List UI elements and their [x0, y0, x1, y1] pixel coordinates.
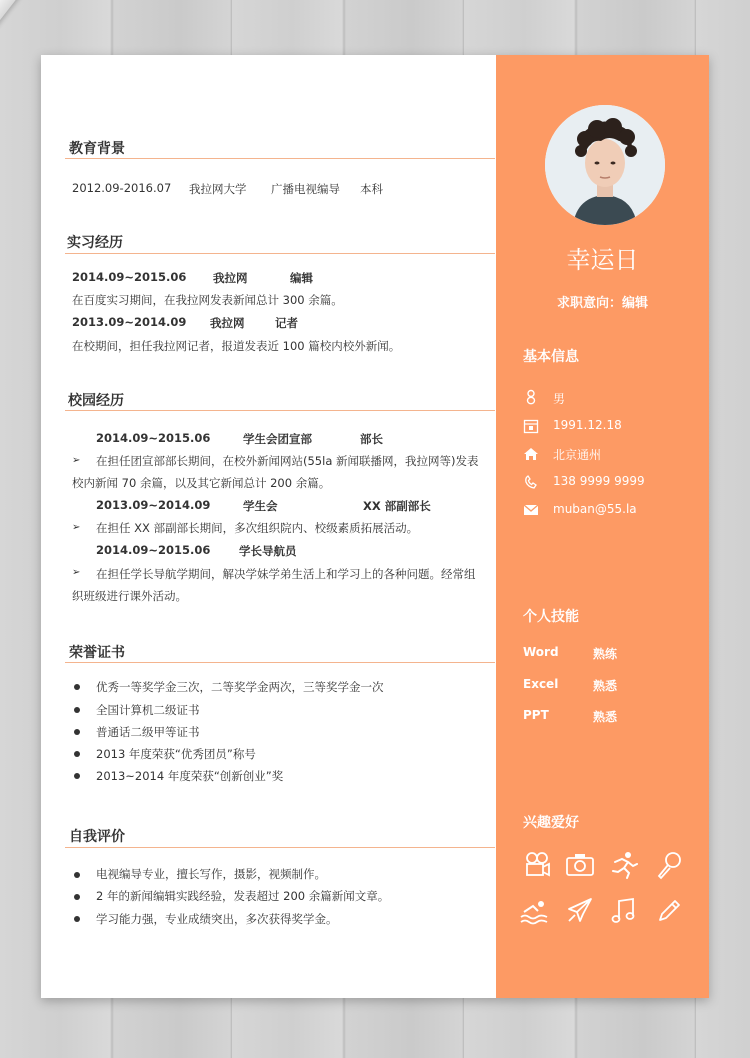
honors-title: 荣誉证书 — [69, 645, 125, 661]
education-degree: 本科 — [360, 182, 383, 196]
education-major: 广播电视编导 — [271, 182, 340, 196]
internship-title: 实习经历 — [67, 235, 123, 251]
section-divider — [65, 158, 495, 159]
self-eval-title: 自我评价 — [69, 829, 125, 845]
self-eval-item: 学习能力强，专业成绩突出，多次获得奖学金。 — [96, 912, 338, 926]
skill-level: 熟练 — [593, 647, 618, 661]
internship-desc: 在校期间，担任我拉网记者，报道发表近 100 篇校内校外新闻。 — [72, 339, 401, 353]
honor-item: 2013 年度荣获“优秀团员”称号 — [96, 747, 256, 761]
internship-org: 我拉网 — [210, 316, 245, 330]
section-divider — [65, 662, 495, 663]
internship-desc: 在百度实习期间，在我拉网发表新闻总计 300 余篇。 — [72, 293, 343, 307]
bullet-dot-icon — [74, 729, 80, 735]
internship-role: 编辑 — [290, 271, 313, 285]
section-divider — [65, 847, 495, 848]
gender-value: 男 — [553, 392, 566, 406]
campus-org: 学长导航员 — [239, 544, 297, 558]
camera-film-icon — [522, 850, 552, 880]
campus-desc: 在担任学长导航学期间，解决学妹学弟生活上和学习上的各种问题。经常组 — [96, 567, 476, 581]
campus-org: 学生会 — [243, 499, 278, 513]
basic-info-title: 基本信息 — [523, 349, 579, 365]
campus-org: 学生会团宣部 — [243, 432, 312, 446]
arrow-bullet-icon: ➢ — [72, 455, 81, 466]
home-icon — [523, 446, 539, 462]
bullet-dot-icon — [74, 751, 80, 757]
campus-period: 2014.09~2015.06 — [96, 431, 211, 445]
person-icon — [523, 389, 539, 405]
calendar-icon — [523, 418, 539, 434]
campus-period: 2014.09~2015.06 — [96, 543, 211, 557]
section-divider — [65, 410, 495, 411]
section-divider — [65, 253, 495, 254]
bullet-dot-icon — [74, 773, 80, 779]
skill-name: Word — [523, 645, 559, 659]
campus-role: XX 部副部长 — [363, 499, 431, 513]
running-icon — [609, 850, 639, 880]
skills-title: 个人技能 — [523, 609, 579, 625]
internship-period: 2014.09~2015.06 — [72, 270, 187, 284]
internship-org: 我拉网 — [213, 271, 248, 285]
honor-item: 优秀一等奖学金三次，二等奖学金两次，三等奖学金一次 — [96, 680, 384, 694]
self-eval-item: 电视编导专业，擅长写作，摄影，视频制作。 — [96, 867, 326, 881]
campus-period: 2013.09~2014.09 — [96, 498, 211, 512]
education-title: 教育背景 — [69, 141, 125, 157]
microphone-icon — [654, 850, 684, 880]
campus-role: 部长 — [360, 432, 383, 446]
skill-name: Excel — [523, 677, 559, 691]
self-eval-item: 2 年的新闻编辑实践经验，发表超过 200 余篇新闻文章。 — [96, 889, 390, 903]
bullet-dot-icon — [74, 916, 80, 922]
honor-item: 全国计算机二级证书 — [96, 703, 200, 717]
campus-desc-cont: 校内新闻 70 余篇，以及其它新闻总计 200 余篇。 — [72, 476, 331, 490]
swimming-icon — [519, 896, 549, 926]
skill-level: 熟悉 — [593, 710, 618, 724]
mail-icon — [523, 502, 539, 518]
education-period: 2012.09-2016.07 — [72, 181, 172, 195]
bullet-dot-icon — [74, 872, 80, 878]
camera-icon — [565, 850, 595, 880]
airplane-icon — [565, 896, 595, 926]
campus-title: 校园经历 — [68, 393, 124, 409]
hobbies-title: 兴趣爱好 — [523, 815, 579, 831]
job-intent: 求职意向：编辑 — [556, 296, 648, 311]
birth-value: 1991.12.18 — [553, 418, 622, 432]
location-value: 北京通州 — [553, 448, 602, 462]
campus-desc: 在担任团宣部部长期间，在校外新闻网站(55la 新闻联播网，我拉网等)发表 — [96, 454, 479, 468]
internship-role: 记者 — [275, 316, 298, 330]
campus-desc: 在担任 XX 部副部长期间，多次组织院内、校级素质拓展活动。 — [96, 521, 419, 535]
campus-desc-cont: 织班级进行课外活动。 — [72, 589, 187, 603]
candidate-name: 幸运日 — [566, 246, 639, 274]
honor-item: 普通话二级甲等证书 — [96, 725, 200, 739]
honor-item: 2013~2014 年度荣获“创新创业”奖 — [96, 769, 284, 783]
education-school: 我拉网大学 — [189, 182, 247, 196]
bullet-dot-icon — [74, 894, 80, 900]
email-value: muban@55.la — [553, 502, 637, 516]
arrow-bullet-icon: ➢ — [72, 522, 81, 533]
phone-icon — [523, 474, 539, 490]
avatar — [545, 105, 665, 225]
phone-value: 138 9999 9999 — [553, 474, 645, 488]
music-note-icon — [609, 896, 639, 926]
arrow-bullet-icon: ➢ — [72, 567, 81, 578]
skill-level: 熟悉 — [593, 679, 618, 693]
skill-name: PPT — [523, 708, 549, 722]
internship-period: 2013.09~2014.09 — [72, 315, 187, 329]
bullet-dot-icon — [74, 684, 80, 690]
bullet-dot-icon — [74, 707, 80, 713]
pencil-icon — [654, 896, 684, 926]
